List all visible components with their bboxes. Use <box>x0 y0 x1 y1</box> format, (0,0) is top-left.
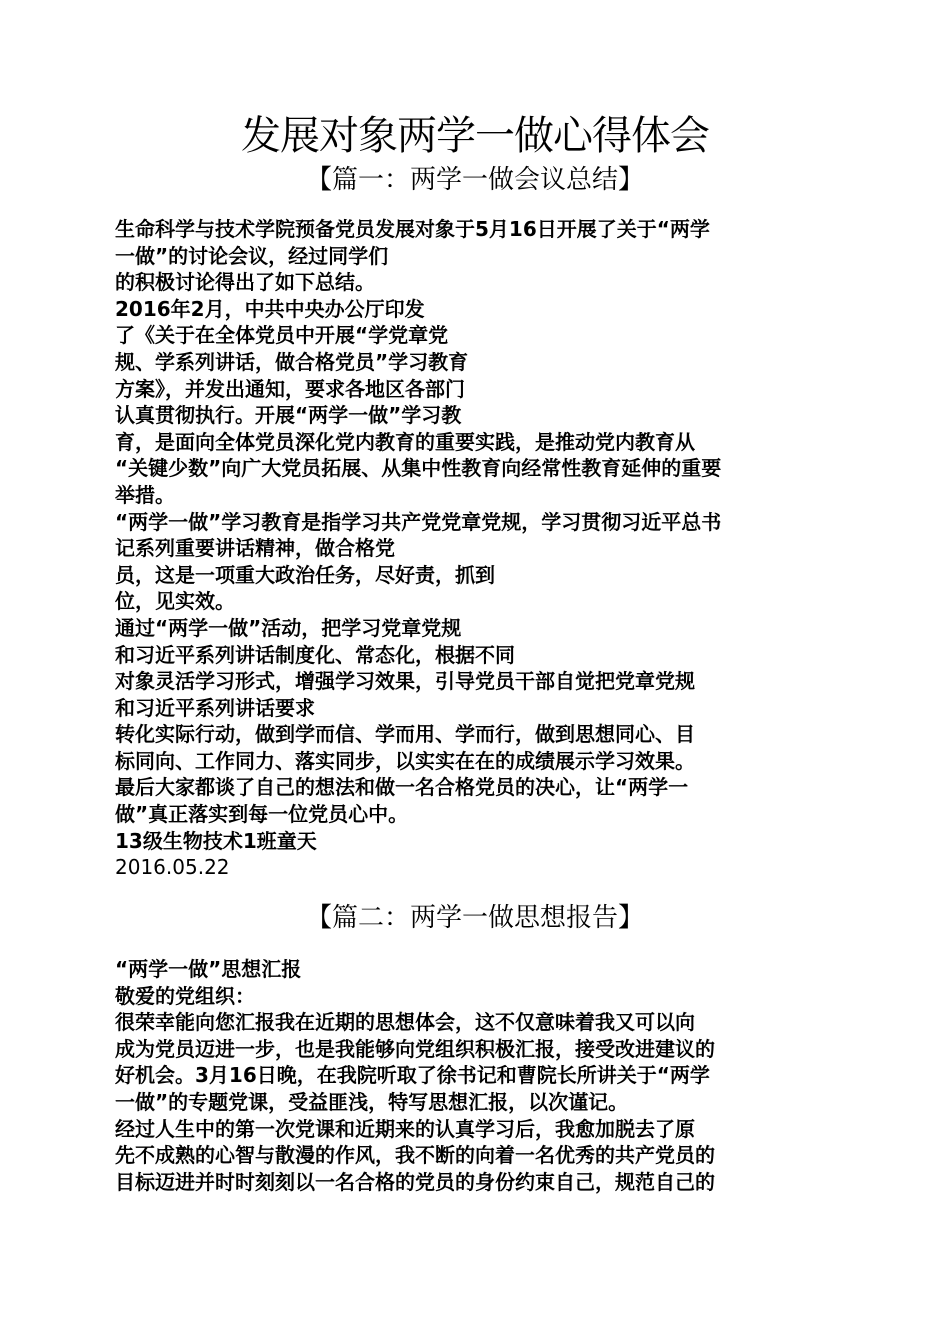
text-line: 一做”的讨论会议，经过同学们 <box>115 243 389 268</box>
text-line: 先不成熟的心智与散漫的作风，我不断的向着一名优秀的共产党员的 <box>115 1143 715 1168</box>
text-line: 敬爱的党组织： <box>115 983 255 1008</box>
text-line: 很荣幸能向您汇报我在近期的思想体会，这不仅意味着我又可以向 <box>115 1010 695 1035</box>
text-line: 生命科学与技术学院预备党员发展对象于5月16日开展了关于“两学 <box>115 217 710 241</box>
date-line: 2016.05.22 <box>115 855 230 880</box>
text-line: 对象灵活学习形式，增强学习效果，引导党员干部自觉把党章党规 <box>115 669 695 694</box>
text-line: 做”真正落实到每一位党员心中。 <box>115 802 409 827</box>
text-line: 认真贯彻执行。开展“两学一做”学习教 <box>115 403 462 428</box>
text-line: 和习近平系列讲话制度化、常态化，根据不同 <box>115 642 515 667</box>
text-line: 的积极讨论得出了如下总结。 <box>115 270 375 295</box>
text-line: 一做”的专题党课，受益匪浅，特写思想汇报，以次谨记。 <box>115 1089 629 1114</box>
text-line: 成为党员迈进一步，也是我能够向党组织积极汇报，接受改进建议的 <box>115 1036 715 1061</box>
text-line: 员，这是一项重大政治任务，尽好责，抓到 <box>115 562 495 587</box>
text-line: 经过人生中的第一次党课和近期来的认真学习后，我愈加脱去了原 <box>115 1116 695 1141</box>
text-line: 举措。 <box>115 482 175 507</box>
text-line: 方案》，并发出通知，要求各地区各部门 <box>115 376 465 401</box>
text-line: 好机会。3月16日晚，在我院听取了徐书记和曹院长所讲关于“两学 <box>115 1063 710 1088</box>
text-line: 通过“两学一做”活动，把学习党章党规 <box>115 615 462 640</box>
author-line: 13级生物技术1班童天 <box>115 828 317 853</box>
text-line: 和习近平系列讲话要求 <box>115 695 315 720</box>
document-title: 发展对象两学一做心得体会 <box>241 113 709 159</box>
section-body-2 <box>115 956 840 1195</box>
text-line: 目标迈进并时时刻刻以一名合格的党员的身份约束自己，规范自己的 <box>115 1169 715 1194</box>
text-line: 最后大家都谈了自己的想法和做一名合格党员的决心，让“两学一 <box>115 775 689 800</box>
section-body-1 <box>115 216 840 881</box>
text-line: 记系列重要讲话精神，做合格党 <box>115 536 395 561</box>
text-line: “关键少数”向广大党员拓展、从集中性教育向经常性教育延伸的重要 <box>115 456 722 481</box>
text-line: “两学一做”学习教育是指学习共产党党章党规，学习贯彻习近平总书 <box>115 509 722 534</box>
text-line: 位，见实效。 <box>115 589 235 614</box>
text-line: 了《关于在全体党员中开展“学党章党 <box>115 323 449 348</box>
text-line: 标同向、工作同力、落实同步，以实实在在的成绩展示学习效果。 <box>115 748 695 773</box>
text-line: “两学一做”思想汇报 <box>115 957 302 981</box>
text-line: 2016年2月，中共中央办公厅印发 <box>115 296 425 321</box>
section-heading-2: 【篇二：两学一做思想报告】 <box>305 903 644 933</box>
text-line: 育，是面向全体党员深化党内教育的重要实践，是推动党内教育从 <box>115 429 695 454</box>
text-line: 转化实际行动，做到学而信、学而用、学而行，做到思想同心、目 <box>115 722 695 747</box>
section-heading-1: 【篇一：两学一做会议总结】 <box>305 165 644 195</box>
text-line: 规、学系列讲话，做合格党员”学习教育 <box>115 349 469 374</box>
